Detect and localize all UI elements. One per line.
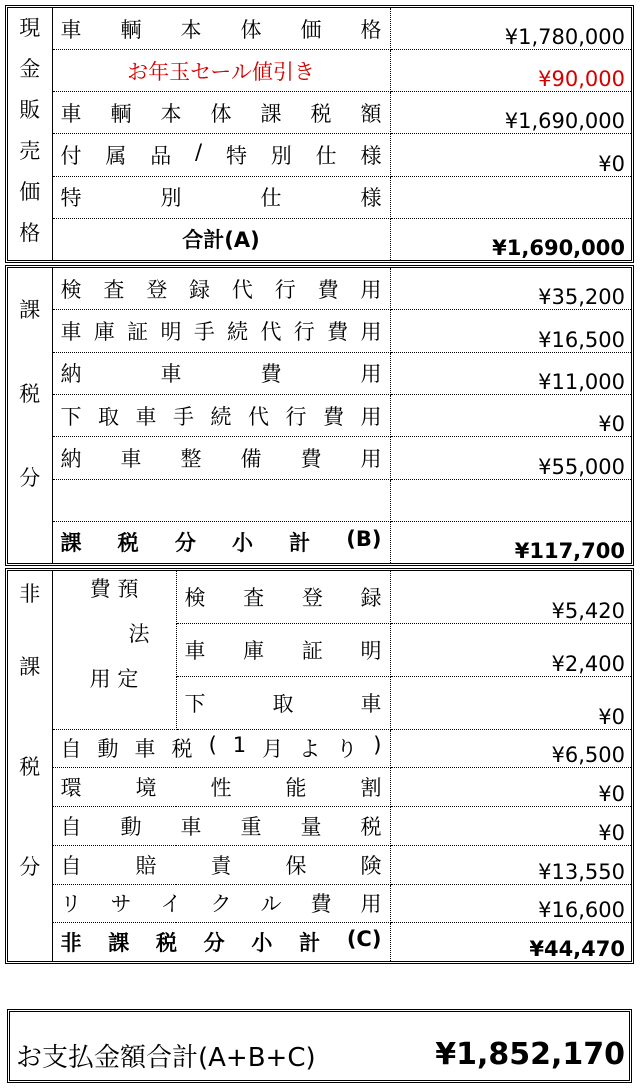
table-row bbox=[8, 884, 631, 923]
garage-cert-fee-value: ¥16,500 bbox=[390, 310, 631, 352]
non-taxable-vertical-label: 非 課 税 分 bbox=[8, 571, 52, 961]
recycling-fee-label: リ サ イ ク ル 費 用 bbox=[52, 884, 390, 923]
discount-value: ¥90,000 bbox=[390, 50, 631, 92]
deposit-trade-in-value: ¥0 bbox=[390, 676, 631, 729]
subtotal-a-value: ¥1,690,000 bbox=[492, 236, 625, 260]
special-spec-value bbox=[390, 176, 631, 218]
weight-tax-label: 自 動 車 重 量 税 bbox=[52, 807, 390, 846]
subtotal-b-label: 課 税 分 小 計 (B) bbox=[52, 521, 390, 563]
table-row bbox=[8, 176, 631, 218]
non-taxable-table bbox=[8, 571, 631, 961]
cash-price-table bbox=[8, 8, 631, 260]
delivery-maintenance-value: ¥55,000 bbox=[390, 437, 631, 479]
taxable-amount-label: 車 輌 本 体 課 税 額 bbox=[52, 92, 390, 134]
cash-price-vertical-label: 現 金 販 売 価 格 bbox=[8, 8, 52, 260]
table-row bbox=[8, 218, 631, 260]
subtotal-c-value: ¥44,470 bbox=[529, 937, 625, 961]
grand-total-box bbox=[7, 1009, 632, 1083]
inspection-fee-value: ¥35,200 bbox=[390, 268, 631, 310]
taxable-amount-value: ¥1,690,000 bbox=[390, 92, 631, 134]
table-row bbox=[8, 437, 631, 479]
deposit-garage-label: 車 庫 証 明 bbox=[176, 623, 390, 676]
blank-row-label bbox=[52, 479, 390, 521]
vehicle-tax-value: ¥6,500 bbox=[390, 729, 631, 768]
table-row bbox=[8, 521, 631, 563]
table-row bbox=[8, 134, 631, 176]
deposit-fee-label: 費 預 法 用 定 bbox=[52, 571, 176, 729]
table-row bbox=[8, 92, 631, 134]
special-spec-label: 特 別 仕 様 bbox=[52, 176, 390, 218]
deposit-inspection-label: 検 査 登 録 bbox=[176, 571, 390, 623]
table-row bbox=[8, 268, 631, 310]
table-row bbox=[8, 845, 631, 884]
delivery-fee-value: ¥11,000 bbox=[390, 352, 631, 394]
non-taxable-section bbox=[5, 568, 634, 964]
grand-total-value: ¥1,852,170 bbox=[435, 1037, 625, 1072]
recycling-fee-value: ¥16,600 bbox=[390, 884, 631, 923]
vehicle-price-label: 車 輌 本 体 価 格 bbox=[52, 8, 390, 50]
table-row bbox=[8, 923, 631, 961]
subtotal-b-value: ¥117,700 bbox=[514, 539, 625, 563]
liability-insurance-label: 自 賠 責 保 険 bbox=[52, 845, 390, 884]
table-row bbox=[8, 8, 631, 50]
weight-tax-value: ¥0 bbox=[390, 807, 631, 846]
table-row bbox=[8, 768, 631, 807]
vehicle-tax-label: 自 動 車 税 ( 1 月 よ り ) bbox=[52, 729, 390, 768]
vehicle-price-value: ¥1,780,000 bbox=[390, 8, 631, 50]
table-row bbox=[8, 571, 631, 623]
inspection-fee-label: 検 査 登 録 代 行 費 用 bbox=[52, 268, 390, 310]
cash-price-section bbox=[5, 5, 634, 263]
delivery-maintenance-label: 納 車 整 備 費 用 bbox=[52, 437, 390, 479]
taxable-vertical-label: 課 税 分 bbox=[8, 268, 52, 563]
delivery-fee-label: 納 車 費 用 bbox=[52, 352, 390, 394]
trade-in-fee-value: ¥0 bbox=[390, 394, 631, 436]
environmental-tax-value: ¥0 bbox=[390, 768, 631, 807]
blank-row-value bbox=[390, 479, 631, 521]
table-row bbox=[8, 479, 631, 521]
table-row bbox=[8, 352, 631, 394]
taxable-table bbox=[8, 268, 631, 563]
taxable-section bbox=[5, 265, 634, 566]
deposit-trade-in-label: 下 取 車 bbox=[176, 676, 390, 729]
accessories-value: ¥0 bbox=[390, 134, 631, 176]
trade-in-fee-label: 下 取 車 手 続 代 行 費 用 bbox=[52, 394, 390, 436]
liability-insurance-value: ¥13,550 bbox=[390, 845, 631, 884]
accessories-label: 付 属 品 / 特 別 仕 様 bbox=[52, 134, 390, 176]
table-row bbox=[8, 807, 631, 846]
environmental-tax-label: 環 境 性 能 割 bbox=[52, 768, 390, 807]
deposit-garage-value: ¥2,400 bbox=[390, 623, 631, 676]
subtotal-c-label: 非 課 税 分 小 計 (C) bbox=[52, 923, 390, 961]
deposit-inspection-value: ¥5,420 bbox=[390, 571, 631, 623]
table-row bbox=[8, 50, 631, 92]
table-row bbox=[8, 729, 631, 768]
table-row bbox=[8, 394, 631, 436]
garage-cert-fee-label: 車 庫 証 明 手 続 代 行 費 用 bbox=[52, 310, 390, 352]
subtotal-a-label: 合計(A) bbox=[52, 218, 390, 260]
table-row bbox=[8, 310, 631, 352]
discount-label: お年玉セール値引き bbox=[52, 50, 390, 92]
grand-total-label: お支払金額合計(A+B+C) bbox=[16, 1043, 316, 1073]
